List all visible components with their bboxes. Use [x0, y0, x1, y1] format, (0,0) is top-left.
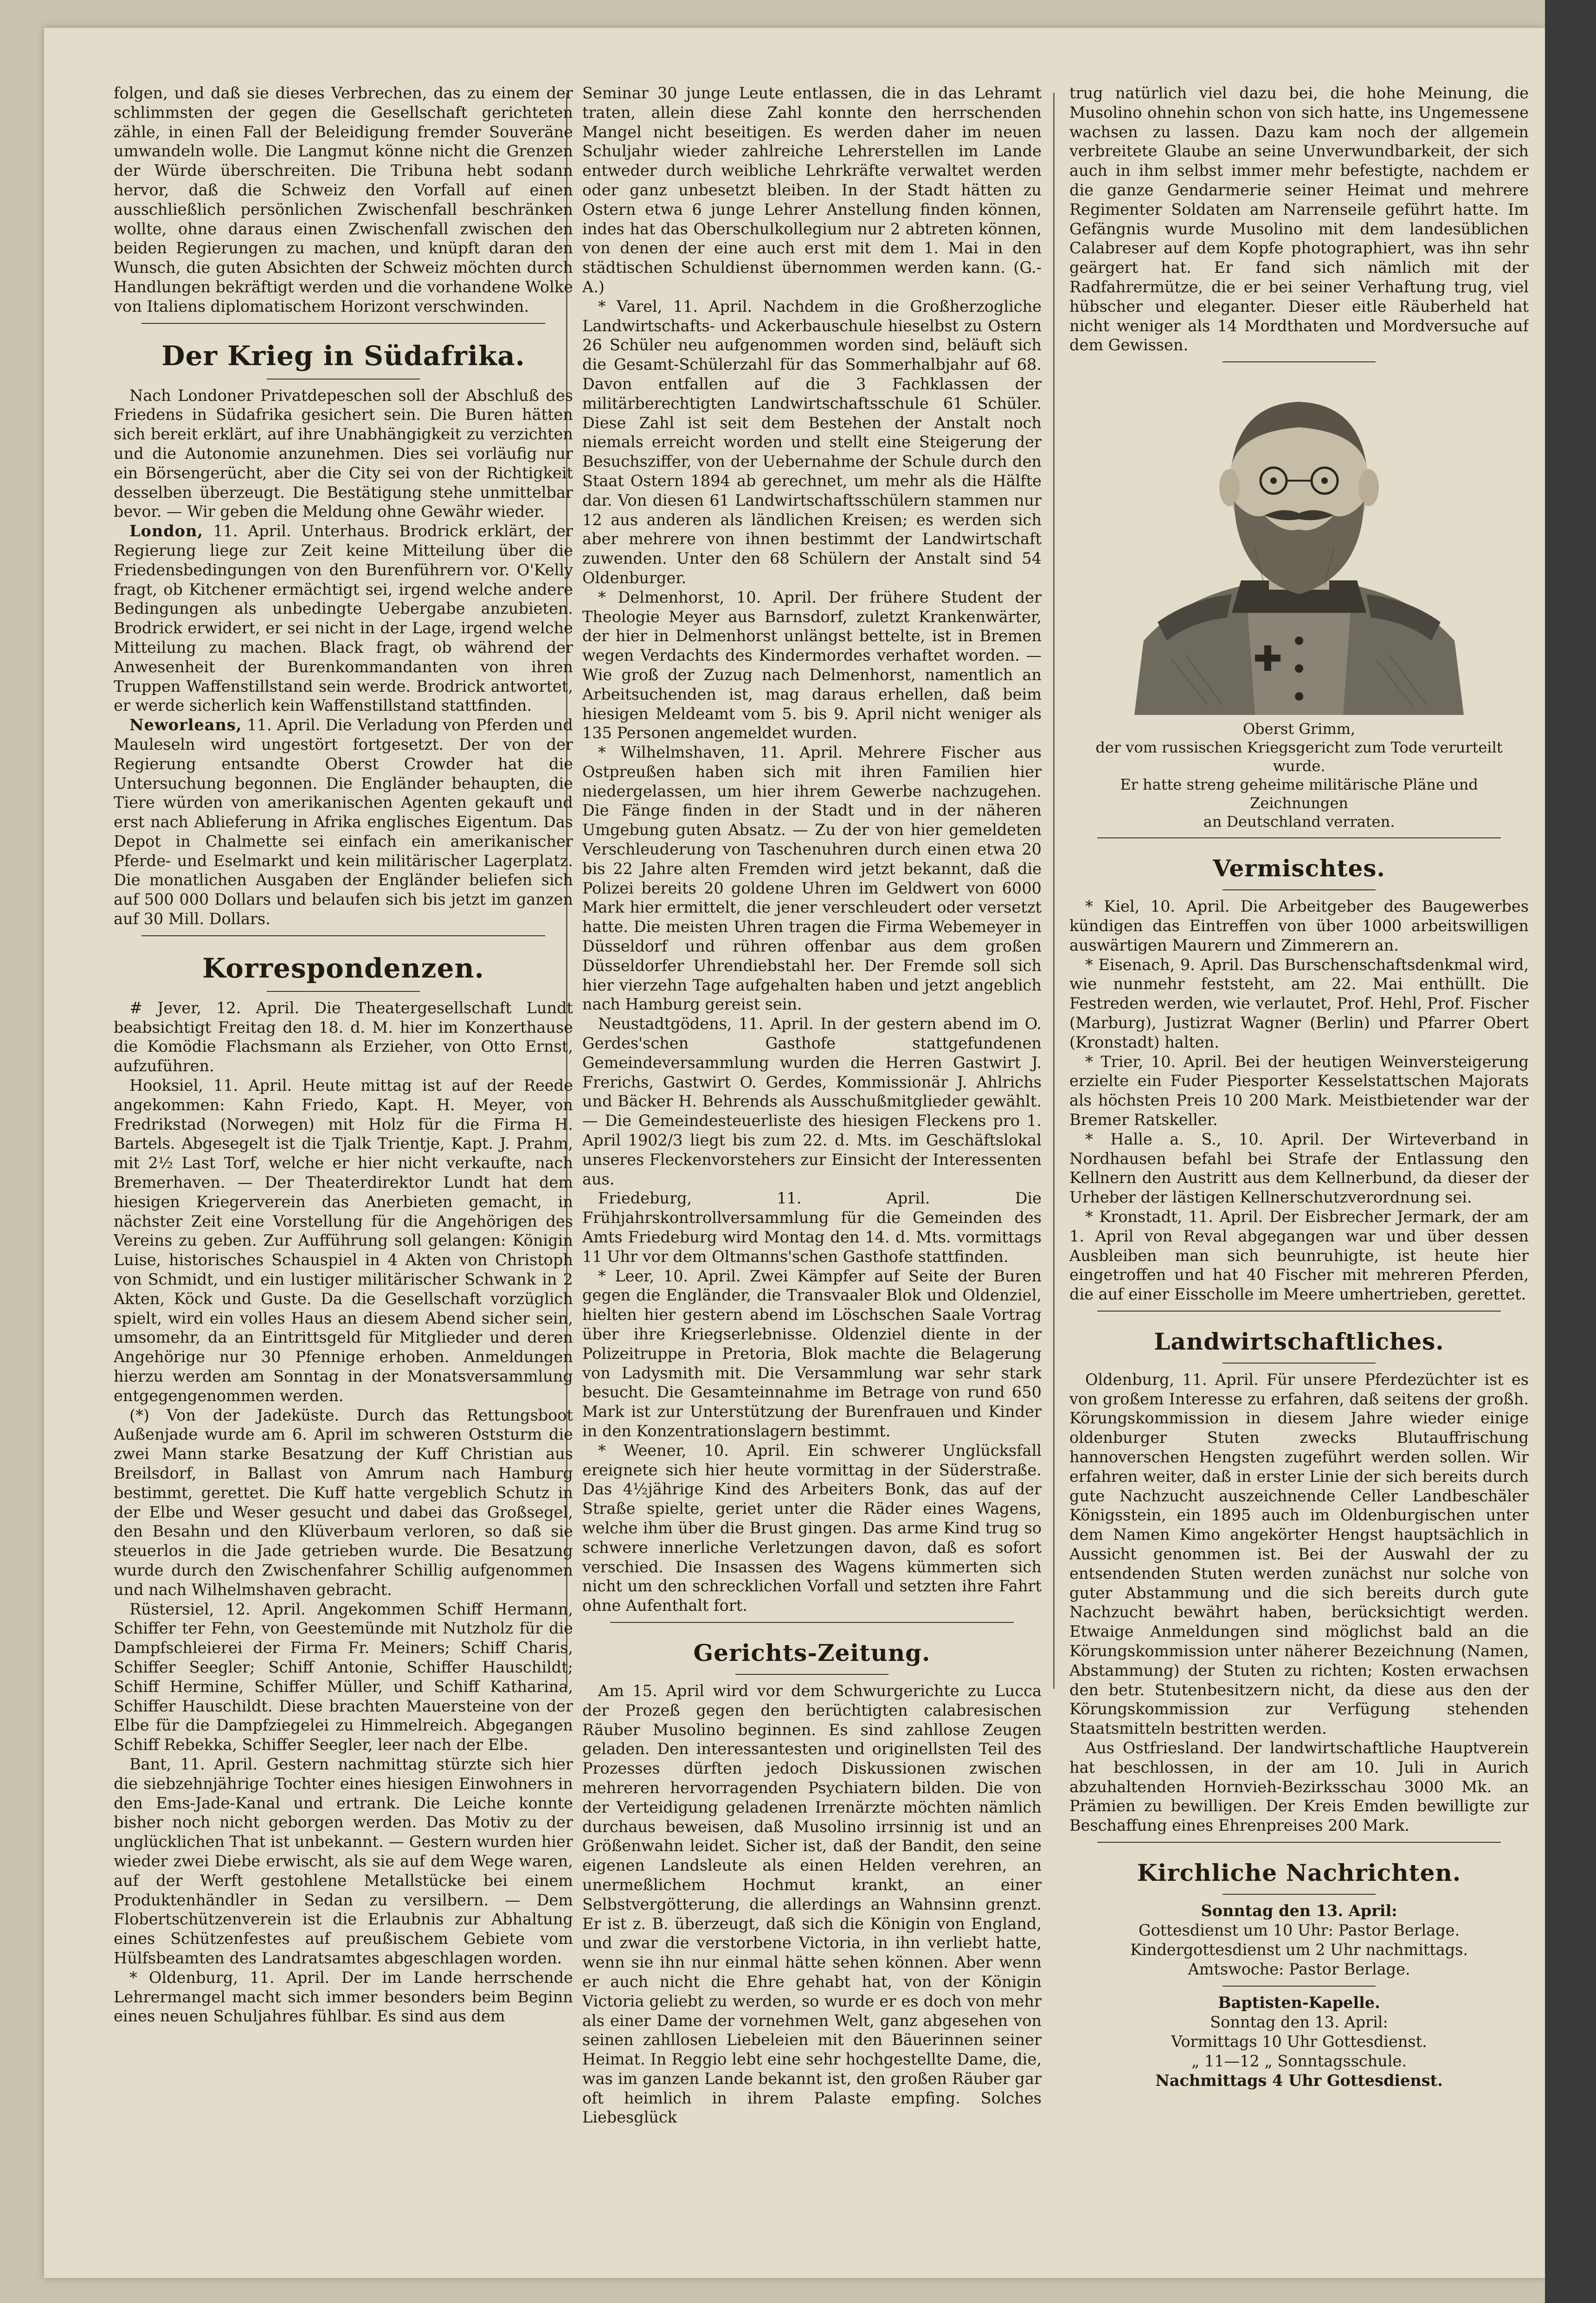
article-ostfriesland: Aus Ostfriesland. Der landwirtschaftliche Hauptverein hat beschlossen, in der am 10. Juli in Aurich abzuhaltenden Hornvieh-Bezirksschau 3000 Mk. an Prämien zu bewilligen. Der Kreis Emden bewilligte zur Beschaffung eines Ehrenpreises 200 Mark.: [1069, 1739, 1529, 1835]
divider: [1223, 1986, 1376, 1987]
divider: [1223, 889, 1376, 890]
divider: [1097, 1311, 1501, 1312]
divider: [1097, 1842, 1501, 1843]
divider: [267, 991, 420, 992]
divider: [735, 1674, 888, 1675]
section-title-kirchliche: Kirchliche Nachrichten.: [1137, 1859, 1461, 1887]
portrait-caption: an Deutschland verraten.: [1203, 813, 1395, 831]
article-leer: * Leer, 10. April. Zwei Kämpfer auf Seite der Buren gegen die Engländer, die Transvaaler Blok und Oldenziel, hielten hier gestern abend im Löschschen Saale Vortrag über ihre Kriegserlebnisse. Oldenziel diente in der Polizeitruppe in Pretoria, Blok machte die Belagerung von Ladysmith mit. Die Versammlung war sehr stark besucht. Die Gesamteinnahme im Betrage von rund 650 Mark ist zur Unterstützung der Burenfrauen und Kinder in den Konzentrationslagern bestimmt.: [582, 1267, 1042, 1440]
article-hooksiel: Hooksiel, 11. April. Heute mittag ist auf der Reede angekommen: Kahn Friedo, Kapt. H. Meyer, von Fredrikstad (Norwegen) mit Holz für die Firma H. Bartels. Abgesegelt ist die Tjalk Trientje, Kapt. J. Prahm, mit 2½ Last Torf, welche er hier nicht verkaufte, nach Bremerhaven. — Der Theaterdirektor Lundt hat dem hiesigen Kriegerverein das Anerbieten gemacht, in nächster Zeit eine Vorstellung für die Angehörigen des Vereins zu geben. Zur Aufführung soll gelangen: Königin Luise, historisches Schauspiel in 4 Akten von Christoph von Schmidt, und ein lustiger militärischer Schwank in 2 Akten, Köck und Guste. Da die Gesellschaft vorzüglich spielt, wird ein volles Haus an diesem Abend sicher sein, umsomehr, da an Eintrittsgeld für Mitglieder und deren Angehörige nur 30 Pfennige erhoben. Anmeldungen hierzu werden am Sonntag in der Monatsversammlung entgegengenommen werden.: [114, 1076, 573, 1405]
article-continuation: Seminar 30 junge Leute entlassen, die in das Lehramt traten, allein diese Zahl konnte den herrschenden Mangel nicht beseitigen. Es werden daher im neuen Schuljahr wieder zahlreiche Lehrerstellen im Lande entweder durch weibliche Lehrkräfte verwaltet werden oder ganz unbesetzt bleiben. In der Stadt hätten zu Ostern etwa 6 junge Lehrer Anstellung finden können, indes hat das Oberschulkollegium nur 2 abtreten können, von denen der eine auch erst mit dem 1. Mai in den städtischen Schuldienst übernommen werden kann. (G.-A.): [582, 84, 1042, 296]
section-title-korrespondenzen: Korrespondenzen.: [202, 952, 484, 984]
article-krieg: Nach Londoner Privatdepeschen soll der Abschluß des Friedens in Südafrika gesichert sein. Die Buren hätten sich bereit erklärt, auf ihre Unabhängigkeit zu verzichten und die Autonomie anzunehmen. Dies sei vorläufig nur ein Börsengerücht, aber die City sei von der Richtigkeit desselben überzeugt. Die Bestätigung stehe unmittelbar bevor. — Wir geben die Meldung ohne Gewähr wieder.: [114, 386, 573, 521]
article-kronstadt: * Kronstadt, 11. April. Der Eisbrecher Jermark, der am 1. April von Reval abgegangen war und über dessen Ausbleiben man sich beunruhigte, ist heute hier eingetroffen und hat 40 Fischer mit mehreren Pferden, die auf einer Eisscholle im Meere umhertrieben, gerettet.: [1069, 1207, 1529, 1304]
church-heading: Baptisten-Kapelle.: [1218, 1994, 1380, 2012]
church-date: Sonntag den 13. April:: [1201, 1902, 1397, 1920]
article-ruestersiel: Rüstersiel, 12. April. Angekommen Schiff Hermann, Schiffer ter Fehn, von Geestemünde mit Nutzholz für die Dampfschleierei der Firma Fr. Meiners; Schiff Charis, Schiffer Seegler; Schiff Antonie, Schiffer Hauschildt; Schiff Hermine, Schiffer Müller, und Schiff Katharina, Schiffer Hauschildt. Diese brachten Mauersteine von der Elbe für die Dampfziegelei zu Himmelreich. Abgegangen Schiff Rebekka, Schiffer Seegler, leer nach der Elbe.: [114, 1600, 573, 1754]
article-trier: * Trier, 10. April. Bei der heutigen Weinversteigerung erzielte ein Fuder Piesporter Kesselstattschen Majorats als höchsten Preis 10 200 Mark. Meistbietender war der Bremer Ratskeller.: [1069, 1052, 1529, 1129]
divider: [610, 1622, 1014, 1623]
section-title-vermischtes: Vermischtes.: [1213, 855, 1385, 882]
portrait-caption-name: Oberst Grimm,: [1242, 720, 1356, 738]
divider: [1223, 361, 1376, 362]
article-wilhelmshaven: * Wilhelmshaven, 11. April. Mehrere Fischer aus Ostpreußen haben sich mit ihren Familien hier niedergelassen, um hier ihrem Gewerbe nachzugehen. Die Fänge finden in der Stadt und in der näheren Umgebung guten Absatz. — Zu der von hier gemeldeten Verschleuderung von Taschenuhren durch einen etwa 20 bis 22 Jahre alten Fremden wird jetzt bekannt, daß die Polizei bereits 20 goldene Uhren im Geldwert von 6000 Mark hier ermittelt, die jener verschleudert oder versetzt hatte. Die meisten Uhren tragen die Firma Webemeyer in Düsseldorf und rühren offenbar aus dem großen Düsseldorfer Uhrendiebstahl her. Der Fremde soll sich hier vierzehn Tage aufgehalten haben und jetzt angeblich nach Hamburg gereist sein.: [582, 743, 1042, 1014]
church-line: Sonntag den 13. April:: [1210, 2013, 1388, 2032]
column-3: [1069, 84, 1529, 2255]
dateline: Neworleans,: [129, 716, 242, 734]
divider: [267, 379, 420, 380]
section-title-gericht: Gerichts-Zeitung.: [693, 1639, 931, 1666]
column-2: [582, 84, 1042, 2255]
article-jadekueste: (*) Von der Jadeküste. Durch das Rettungsboot Außenjade wurde am 6. April im schweren Oststurm die zwei Mann starke Besatzung der Kuff Christian aus Breilsdorf, in Ballast von Amrum nach Hamburg bestimmt, gerettet. Die Kuff hatte vergeblich Schutz in der Elbe und Weser gesucht und dabei das Großsegel, den Besahn und den Klüverbaum verloren, so daß sie steuerlos in die Jade getrieben wurde. Die Besatzung wurde durch den Zwischenfahrer Schillig aufgenommen und nach Wilhelmshaven gebracht.: [114, 1406, 573, 1599]
column-1: [114, 84, 573, 2255]
article-varel: * Varel, 11. April. Nachdem in die Großherzogliche Landwirtschafts- und Ackerbauschule hieselbst zu Ostern 26 Schüler neu aufgenommen worden sind, beläuft sich die Gesamt-Schülerzahl für das Sommerhalbjahr auf 68. Davon entfallen auf die 3 Fachklassen der militärberechtigten Landwirtschaftsschule 61 Schüler. Diese Zahl ist seit dem Bestehen der Anstalt noch niemals erreicht worden und stellt eine Steigerung der Besuchsziffer, von der Uebernahme der Schule durch den Staat Ostern 1894 ab gerechnet, um mehr als die Hälfte dar. Von diesen 61 Landwirtschaftsschülern stammen nur 12 aus anderen als ländlichen Kreisen; es werden sich aber mehrere von ihnen bestimmt der Landwirtschaft zuwenden. Unter den 68 Schülern der Anstalt sind 54 Oldenburger.: [582, 297, 1042, 587]
column-divider: [1053, 93, 1055, 1689]
article-halle: * Halle a. S., 10. April. Der Wirteverband in Nordhausen befahl bei Strafe der Entlassung den Kellnern den Austritt aus dem Kellnerbund, da dieser der Urheber der lästigen Kellnerschutzverordnung sei.: [1069, 1130, 1529, 1207]
divider: [1223, 1894, 1376, 1895]
church-line: Gottesdienst um 10 Uhr: Pastor Berlage.: [1138, 1921, 1460, 1940]
article-oldenburg-lehrer: * Oldenburg, 11. April. Der im Lande herrschende Lehrermangel macht sich immer besonders beim Beginn eines neuen Schuljahres fühlbar. Es sind aus dem: [114, 1968, 573, 2026]
section-title-krieg: Der Krieg in Südafrika.: [161, 340, 525, 372]
article-friedeburg: Friedeburg, 11. April. Die Frühjahrskontrollversammlung für die Gemeinden des Amts Friedeburg wird Montag den 14. d. Mts. vormittags 11 Uhr vor dem Oltmanns'schen Gasthofe stattfinden.: [582, 1189, 1042, 1266]
portrait-caption: Er hatte streng geheime militärische Pläne und Zeichnungen: [1120, 776, 1478, 812]
divider: [1223, 1363, 1376, 1364]
scan-edge: [1545, 0, 1596, 2303]
article-eisenach: * Eisenach, 9. April. Das Burschenschaftsdenkmal wird, wie nunmehr feststeht, am 22. Mai enthüllt. Die Festreden werden, wie verlautet, Prof. Hehl, Prof. Fischer (Marburg), Justizrat Wagner (Berlin) und Pfarrer Obert (Kronstadt) halten.: [1069, 955, 1529, 1051]
divider: [1097, 837, 1501, 838]
portrait-caption: der vom russischen Kriegsgericht zum Tode verurteilt wurde.: [1095, 739, 1503, 775]
article-jever: # Jever, 12. April. Die Theatergesellschaft Lundt beabsichtigt Freitag den 18. d. M. hier im Konzerthause die Komödie Flachsmann als Erzieher, von Otto Ernst, aufzuführen.: [114, 998, 573, 1075]
article-london: London, 11. April. Unterhaus. Brodrick erklärt, der Regierung liege zur Zeit keine Mitteilung über die Friedensbedingungen von den Burenführern vor. O'Kelly fragt, ob Kitchener ermächtigt sei, irgend welche andere Bedingungen als unbedingte Uebergabe anzubieten. Brodrick erwidert, er sei nicht in der Lage, irgend welche Mitteilung zu machen. Black fragt, ob während der Anwesenheit der Burenkommandanten von ihren Truppen Waffenstillstand sein werde. Brodrick antwortet, er werde sicherlich kein Waffenstillstand stattfinden.: [114, 522, 573, 715]
church-line: Kindergottesdienst um 2 Uhr nachmittags.: [1130, 1941, 1468, 1959]
article-bant: Bant, 11. April. Gestern nachmittag stürzte sich hier die siebzehnjährige Tochter eines hiesigen Einwohners in den Ems-Jade-Kanal und ertrank. Die Leiche konnte bisher noch nicht geborgen werden. Das Motiv zu der unglücklichen That ist unbekannt. — Gestern wurden hier wieder zwei Diebe erwischt, als sie auf dem Wege waren, auf der Werft gestohlene Metallstücke bei einem Produktenhändler in Sedan zu versilbern. — Dem Flobertschützenverein ist die Erlaubnis zur Abhaltung eines Schützenfestes auf preußischem Gebiete vom Hülfsbeamten des Landratsamtes abgeschlagen worden.: [114, 1755, 573, 1967]
article-neworleans: Neworleans, 11. April. Die Verladung von Pferden und Mauleseln wird ungestört fortgesetzt. Der von der Regierung entsandte Oberst Crowder hat die Untersuchung begonnen. Die Engländer behaupten, die Tiere würden von amerikanischen Agenten gekauft und erst nach Ablieferung in Afrika englisches Eigentum. Das Depot in Chalmette sei einfach ein amerikanischer Pferde- und Eselmarkt und kein militärischer Lagerplatz. Die monatlichen Ausgaben der Engländer beliefen sich auf 500 000 Dollars und belaufen sich bis jetzt im ganzen auf 30 Mill. Dollars.: [114, 716, 573, 928]
dateline: London,: [129, 522, 204, 540]
church-line: Amtswoche: Pastor Berlage.: [1188, 1960, 1410, 1979]
article-continuation: trug natürlich viel dazu bei, die hohe Meinung, die Musolino ohnehin schon von sich hatte, ins Ungemessene wachsen zu lassen. Dazu kam noch der allgemein verbreitete Glaube an seine Unverwundbarkeit, der sich auch in ihm selbst immer mehr befestigte, nachdem er die ganze Gendarmerie seiner Heimat und mehrere Regimenter Soldaten am Narrenseile geführt hatte. Im Gefängnis wurde Musolino mit dem landesüblichen Calabreser auf dem Kopfe photographiert, was ihn sehr geärgert hat. Er fand sich nämlich mit der Radfahrermütze, die er bei seiner Verhaftung trug, viel hübscher und eleganter. Dieser eitle Räuberheld hat nicht weniger als 14 Mordthaten und Mordversuche auf dem Gewissen.: [1069, 84, 1529, 354]
church-line: „ 11—12 „ Sonntagsschule.: [1191, 2052, 1407, 2071]
article-musolino: Am 15. April wird vor dem Schwurgerichte zu Lucca der Prozeß gegen den berüchtigten calabresischen Räuber Musolino beginnen. Es sind zahllose Zeugen geladen. Den interessantesten und originellsten Teil des Prozesses dürften jedoch Diskussionen zwischen mehreren hervorragenden Psychiatern bilden. Die von der Verteidigung geladenen Irrenärzte möchten nämlich durchaus beweisen, daß Musolino irrsinnig ist und an Größenwahn leidet. Sicher ist, daß der Bandit, den seine eigenen Landsleute als einen Helden verehren, an unermeßlichem Hochmut krankt, an einer Selbstvergötterung, die allerdings an Wahnsinn grenzt. Er ist z. B. überzeugt, daß sich die Königin von England, und zwar die verstorbene Victoria, in ihn verliebt hatte, wenn sie ihn nur einmal hätte sehen können. Aber wenn er auch nicht die Ehre gehabt hat, von der Königin Victoria geliebt zu werden, so wurde er es doch von mehr als einer Dame der vornehmen Welt, ganz abgesehen von seinen zahllosen Liebeleien mit den Bäuerinnen seiner Heimat. In Reggio lebt eine sehr hochgestellte Dame, die, was im ganzen Lande bekannt ist, den großen Räuber gar oft heimlich in ihrem Palaste empfing. Solches Liebesglück: [582, 1681, 1042, 2127]
article-weener: * Weener, 10. April. Ein schwerer Unglücksfall ereignete sich hier heute vormittag in der Süderstraße. Das 4½jährige Kind des Arbeiters Bonk, das auf der Straße spielte, geriet unter die Räder eines Wagens, welche ihm über die Brust gingen. Das arme Kind trug so schwere innerliche Verletzungen davon, daß es sofort verschied. Die Insassen des Wagens kümmerten sich nicht um den schrecklichen Vorfall und setzten ihre Fahrt ohne Aufenthalt fort.: [582, 1441, 1042, 1615]
church-line: Nachmittags 4 Uhr Gottesdienst.: [1155, 2071, 1443, 2090]
article-continuation: folgen, und daß sie dieses Verbrechen, das zu einem der schlimmsten der gegen die Gesellschaft gerichteten zähle, in einen Fall der Beleidigung fremder Souveräne umwandeln wolle. Die Langmut könne nicht die Grenzen der Würde überschreiten. Die Tribuna hebt sodann hervor, daß die Schweiz den Vorfall auf einen ausschließlich persönlichen Zwischenfall beschränken wollte, ohne daraus einen Zwischenfall zwischen den beiden Regierungen zu machen, und knüpft daran den Wunsch, die guten Absichten der Schweiz möchten durch Handlungen bekräftigt werden und die vorhandene Wolke von Italiens diplomatischem Horizont verschwinden.: [114, 84, 573, 315]
divider: [142, 935, 545, 936]
article-delmenhorst: * Delmenhorst, 10. April. Der frühere Student der Theologie Meyer aus Barnsdorf, zuletzt Krankenwärter, der hier in Delmenhorst unlängst bettelte, ist in Bremen wegen Verdachts des Kindermordes verhaftet worden. — Wie groß der Zuzug nach Delmenhorst, namentlich an Arbeitsuchenden ist, mag daraus erhellen, daß beim hiesigen Meldeamt vom 5. bis 9. April nicht weniger als 135 Personen angemeldet wurden.: [582, 588, 1042, 742]
divider: [142, 323, 545, 324]
portrait-oberst-grimm: [1116, 381, 1482, 715]
article-oldenburg-pferde: Oldenburg, 11. April. Für unsere Pferdezüchter ist es von großem Interesse zu erfahren, daß seitens der großh. Körungskommission in diesem Jahre wieder einige oldenburger Stuten zwecks Blutauffrischung hannoverschen Hengsten zugeführt werden sollen. Wir erfahren weiter, daß in erster Linie der sich bereits durch gute Nachzucht auszeichnende Celler Landbeschäler Königsstein, ein 1895 auch im Oldenburgischen unter dem Namen Kimo angekörter Hengst hauptsächlich in Aussicht genommen ist. Bei der Auswahl der zu entsendenden Stuten werden zunächst nur solche von guter Abstammung und die sich bereits durch gute Nachzucht bewährt haben, berücksichtigt werden. Etwaige Anmeldungen sind möglichst bald an die Körungskommission unter näherer Bezeichnung (Namen, Abstammung) der Stuten zu richten; Kosten erwachsen den betr. Stutenbesitzern nicht, da diese aus den der Körungskommission zur Verfügung stehenden Staatsmitteln bestritten werden.: [1069, 1370, 1529, 1738]
section-title-landwirtschaft: Landwirtschaftliches.: [1154, 1327, 1444, 1355]
newspaper-page: [44, 28, 1545, 2278]
article-kiel: * Kiel, 10. April. Die Arbeitgeber des Baugewerbes kündigen das Eintreffen von über 1000 arbeitswilligen auswärtigen Maurern und Zimmerern an.: [1069, 897, 1529, 954]
article-neustadtgoedens: Neustadtgödens, 11. April. In der gestern abend im O. Gerdes'schen Gasthofe stattgefundenen Gemeindeversammlung wurden die Herren Gastwirt J. Frerichs, Gastwirt O. Gerdes, Kommissionär J. Ahlrichs und Bäcker H. Behrends als Ausschußmitglieder gewählt. — Die Gemeindesteuerliste des hiesigen Fleckens pro 1. April 1902/3 liegt bis zum 22. d. Mts. im Geschäftslokal unseres Fleckenvorstehers zur Einsicht der Interessenten aus.: [582, 1015, 1042, 1188]
church-line: Vormittags 10 Uhr Gottesdienst.: [1171, 2033, 1427, 2051]
